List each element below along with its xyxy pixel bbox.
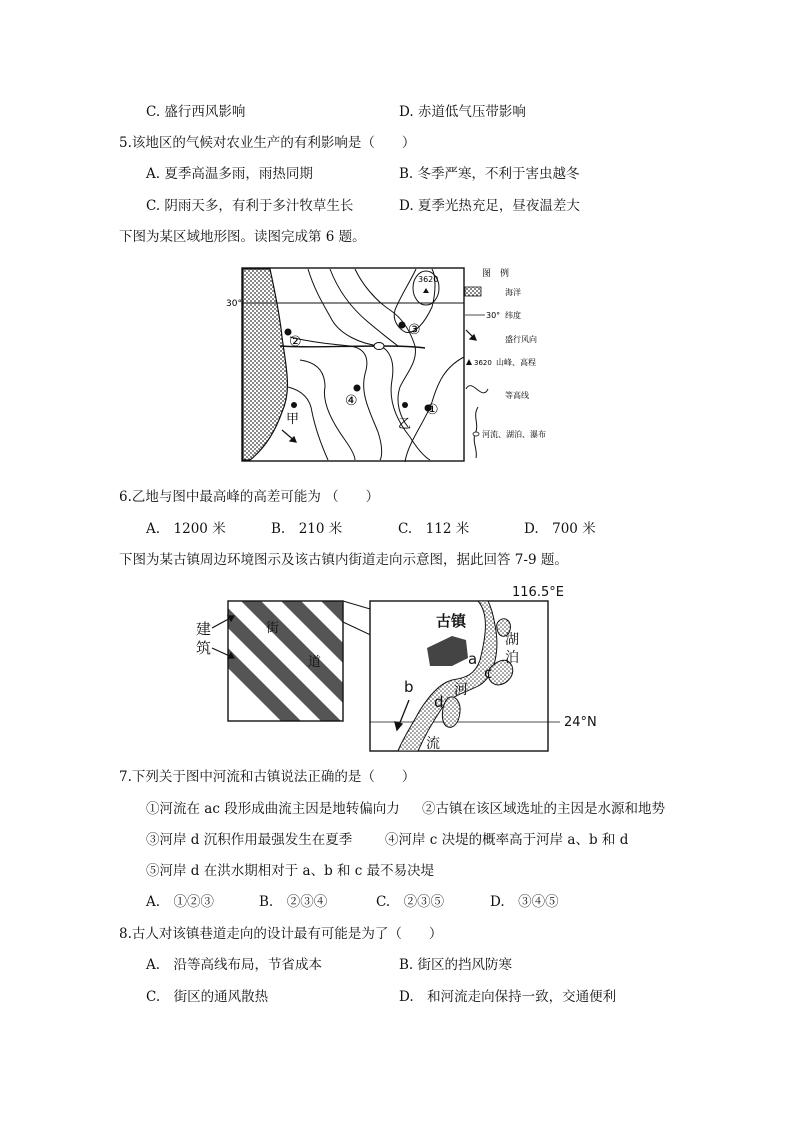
q8-option-b: B. 街区的挡风防寒 — [399, 957, 513, 973]
q7-option-c: C. ②③⑤ — [376, 894, 445, 910]
building-label-2: 筑 — [196, 639, 212, 657]
point-4-label: ④ — [345, 393, 358, 409]
q4-option-d: D. 赤道低气压带影响 — [399, 104, 526, 120]
point-a-label: a — [468, 650, 478, 668]
legend-ocean-icon — [465, 287, 481, 296]
q8-option-d: D. 和河流走向保持一致，交通便利 — [399, 989, 617, 1005]
q5-option-d: D. 夏季光热充足，昼夜温差大 — [399, 198, 580, 214]
q6-option-d: D. 700 米 — [524, 521, 596, 537]
river-label-2: 流 — [426, 736, 440, 752]
topographic-map — [220, 262, 590, 467]
legend-wind-icon — [466, 330, 476, 340]
q7-statement-1: ①河流在 ac 段形成曲流主因是地转偏向力 — [146, 801, 400, 817]
q6-option-c: C. 112 米 — [398, 521, 470, 537]
yi-dot — [402, 402, 408, 408]
legend-latitude: 纬度 — [505, 311, 521, 320]
point-4-dot — [354, 385, 361, 392]
legend-peak-value: 3620 — [474, 359, 492, 367]
q6-option-b: B. 210 米 — [271, 521, 343, 537]
q8-option-c: C. 街区的通风散热 — [146, 989, 269, 1005]
q7-option-b: B. ②③④ — [259, 894, 328, 910]
q5-option-a: A. 夏季高温多雨，雨热同期 — [146, 166, 313, 182]
latitude-label-24n: 24°N — [564, 715, 597, 730]
q5-stem: 5.该地区的气候对农业生产的有利影响是（ ） — [119, 135, 416, 151]
lake — [374, 343, 384, 350]
legend-contour: 等高线 — [505, 391, 529, 400]
legend-title: 图 例 — [482, 269, 510, 279]
legend-ocean: 海洋 — [505, 288, 521, 297]
q6-option-a: A. 1200 米 — [146, 521, 226, 537]
lake-label-2: 泊 — [505, 650, 519, 666]
q7-option-d: D. ③④⑤ — [490, 894, 559, 910]
legend-peak: 山峰、高程 — [496, 358, 536, 367]
legend-peak-icon — [466, 359, 472, 365]
q7-statement-2: ②古镇在该区域选址的主因是水源和地势 — [422, 801, 665, 817]
point-3-label: ③ — [408, 322, 421, 338]
street-label-1: 街 — [266, 621, 280, 636]
street-label-2: 道 — [308, 655, 322, 670]
intro-q6: 下图为某区域地形图。读图完成第 6 题。 — [119, 229, 366, 245]
jia-label: 甲 — [286, 412, 300, 427]
jia-dot — [291, 402, 297, 408]
q7-statement-3: ③河岸 d 沉积作用最强发生在夏季 — [146, 832, 353, 848]
ancient-town-label: 古镇 — [436, 612, 467, 630]
peak-elevation: 3620 — [418, 275, 439, 284]
legend-wind: 盛行风向 — [505, 335, 537, 344]
yi-label: 乙 — [398, 417, 412, 432]
legend-river: 河流、湖泊、瀑布 — [482, 430, 546, 439]
q7-statement-5: ⑤河岸 d 在洪水期相对于 a、b 和 c 最不易决堤 — [146, 863, 435, 879]
building-label-1: 建 — [196, 620, 212, 638]
q8-option-a: A. 沿等高线布局，节省成本 — [146, 957, 323, 973]
q8-stem: 8.古人对该镇巷道走向的设计最有可能是为了（ ） — [119, 926, 443, 942]
q7-stem: 7.下列关于图中河流和古镇说法正确的是（ ） — [119, 769, 416, 785]
point-2-label: ② — [289, 334, 302, 350]
q5-option-b: B. 冬季严寒，不利于害虫越冬 — [399, 166, 580, 182]
river-label-1: 河 — [454, 682, 468, 698]
q7-statement-4: ④河岸 c 决堤的概率高于河岸 a、b 和 d — [385, 832, 629, 848]
point-d-label: d — [434, 693, 444, 711]
legend-contour-icon — [466, 386, 488, 393]
point-b-label: b — [404, 678, 414, 696]
town-map — [190, 580, 597, 755]
lake-label-1: 湖 — [505, 632, 519, 648]
longitude-label: 116.5°E — [512, 585, 564, 600]
q4-option-c: C. 盛行西风影响 — [146, 104, 246, 120]
point-3-dot — [399, 322, 406, 329]
q7-option-a: A. ①②③ — [146, 894, 215, 910]
latitude-label: 30° — [226, 299, 242, 309]
point-1-label: ① — [426, 402, 439, 418]
q6-stem: 6.乙地与图中最高峰的高差可能为 （ ） — [119, 489, 380, 505]
intro-q7-9: 下图为某古镇周边环境图示及该古镇内街道走向示意图，据此回答 7-9 题。 — [119, 552, 568, 568]
q5-option-c: C. 阴雨天多，有利于多汁牧草生长 — [146, 198, 354, 214]
point-c-label: c — [484, 664, 493, 682]
legend-latitude-value: 30° — [486, 311, 501, 320]
